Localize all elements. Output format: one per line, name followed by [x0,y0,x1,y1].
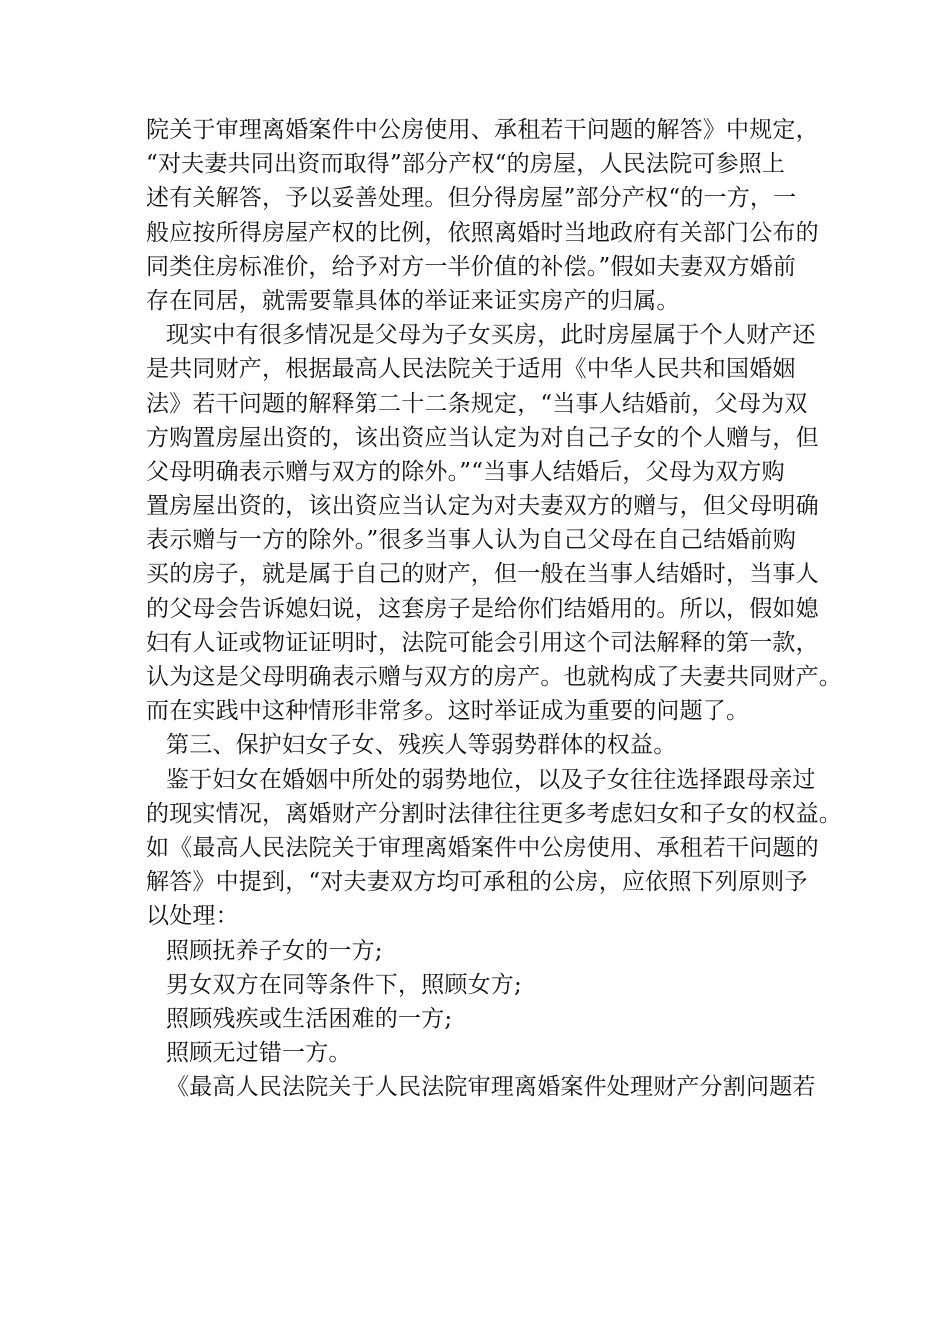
text-line: “对夫妻共同出资而取得”部分产权“的房屋，人民法院可参照上 [146,151,786,178]
text-line: 的父母会告诉媳妇说，这套房子是给你们结婚用的。所以，假如媳 [146,595,819,622]
text-line: 以处理： [146,903,239,930]
text-line: 鉴于妇女在婚姻中所处的弱势地位，以及子女往往选择跟母亲过 [166,766,816,793]
text-line: 院关于审理离婚案件中公房使用、承租若干问题的解答》中规定， [146,117,819,143]
text-line: 买的房子，就是属于自己的财产，但一般在当事人结婚时，当事人 [146,561,819,588]
text-line: 是共同财产，根据最高人民法院关于适用《中华人民共和国婚姻 [146,356,796,383]
text-line: 照顾残疾或生活困难的一方; [166,1005,453,1032]
text-line: 妇有人证或物证证明时，法院可能会引用这个司法解释的第一款， [146,629,819,656]
text-line: 置房屋出资的，该出资应当认定为对夫妻双方的赠与，但父母明确 [146,493,819,520]
document-body [146,113,842,1104]
text-line: 如《最高人民法院关于审理离婚案件中公房使用、承租若干问题的 [146,834,819,861]
text-line: 表示赠与一方的除外。”很多当事人认为自己父母在自己结婚前购 [146,527,797,554]
text-line: 而在实践中这种情形非常多。这时举证成为重要的问题了。 [146,698,750,725]
text-line: 父母明确表示赠与双方的除外。”“当事人结婚后，父母为双方购 [146,458,785,485]
text-line: 同类住房标准价，给予对方一半价值的补偿。”假如夫妻双方婚前 [146,253,797,280]
text-line: 现实中有很多情况是父母为子女买房，此时房屋属于个人财产还 [166,322,816,349]
text-line: 的现实情况，离婚财产分割时法律往往更多考虑妇女和子女的权益。 [146,800,842,827]
text-line: 解答》中提到，“对夫妻双方均可承租的公房，应依照下列原则予 [146,869,808,896]
text-line: 照顾抚养子女的一方; [166,937,383,964]
text-line: 照顾无过错一方。 [166,1040,352,1067]
text-line: 认为这是父母明确表示赠与双方的房产。也就构成了夫妻共同财产。 [146,664,842,690]
text-line: 第三、保护妇女子女、残疾人等弱势群体的权益。 [166,732,677,759]
text-line: 方购置房屋出资的，该出资应当认定为对自己子女的个人赠与，但 [146,424,819,451]
text-line: 法》若干问题的解释第二十二条规定，“当事人结婚前，父母为双 [146,390,808,417]
text-line: 男女双方在同等条件下，照顾女方; [166,971,522,998]
text-line: 般应按所得房屋产权的比例，依照离婚时当地政府有关部门公布的 [146,219,819,246]
text-line: 存在同居，就需要靠具体的举证来证实房产的归属。 [146,287,680,314]
text-line: 述有关解答，予以妥善处理。但分得房屋”部分产权“的一方，一 [146,185,797,212]
text-line: 《最高人民法院关于人民法院审理离婚案件处理财产分割问题若 [166,1074,816,1101]
